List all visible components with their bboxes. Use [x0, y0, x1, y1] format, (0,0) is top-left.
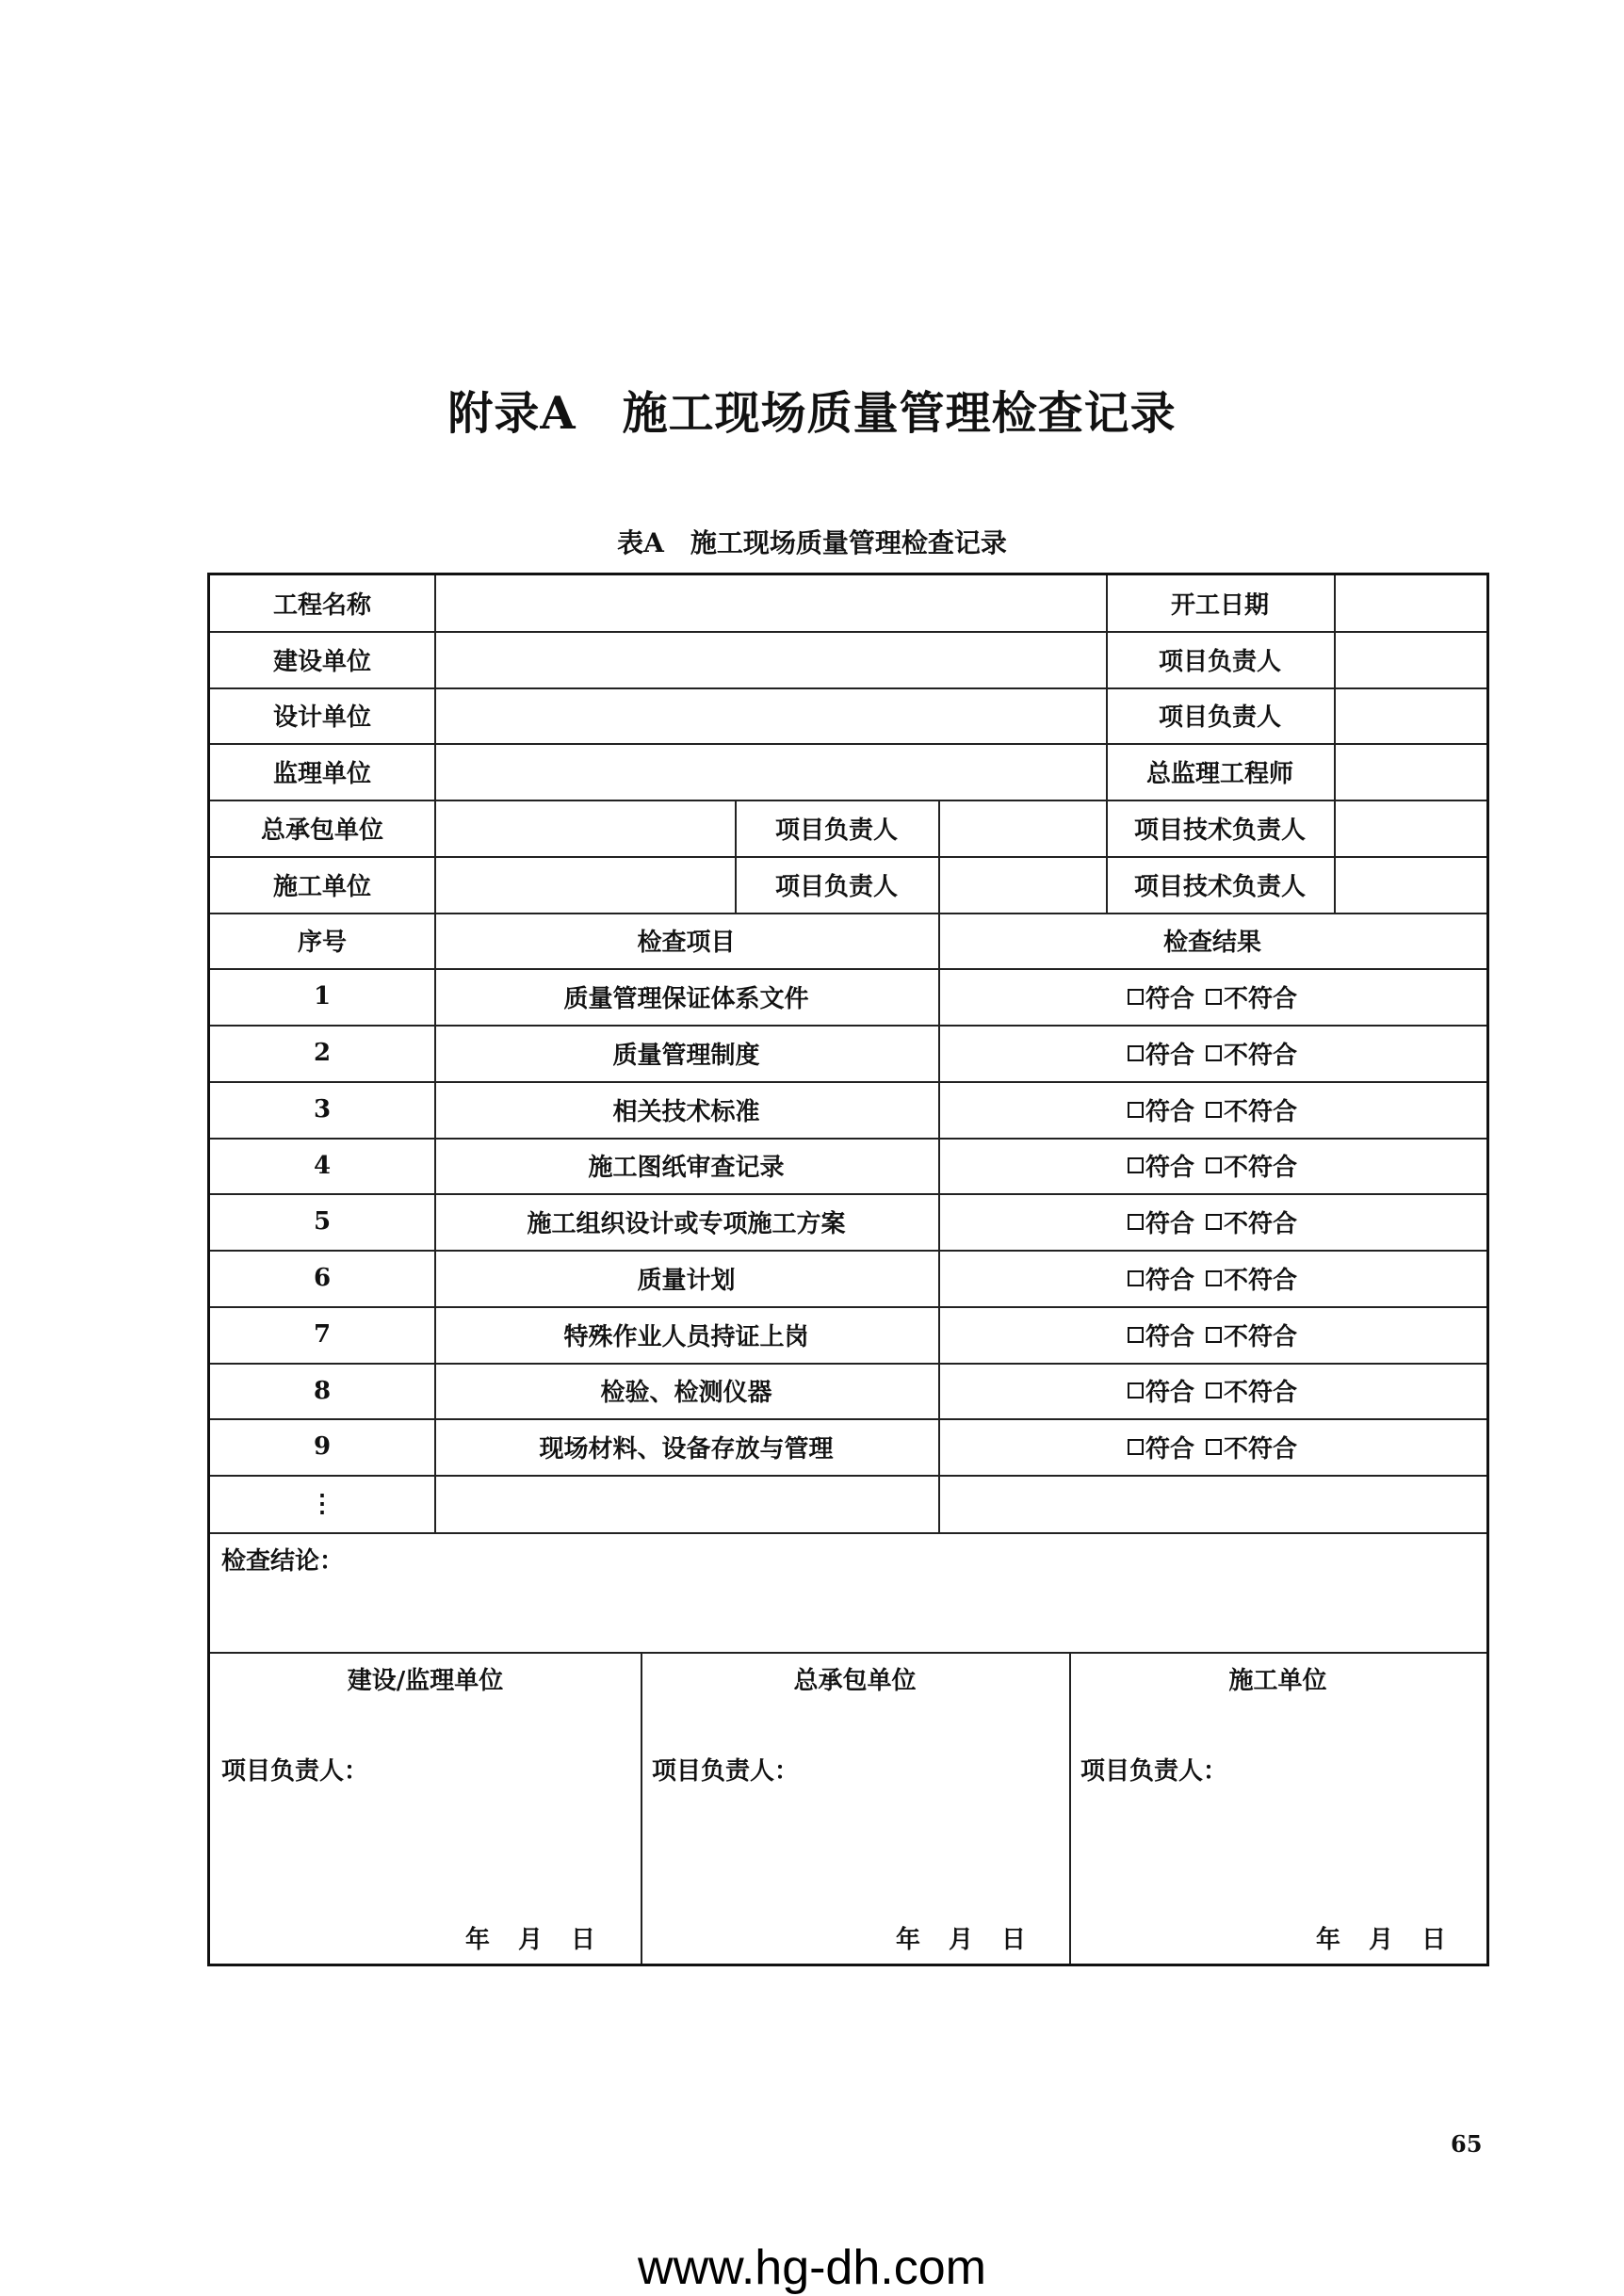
row-result: [938, 1138, 1486, 1193]
watermark: www.hg-dh.com: [638, 2240, 986, 2295]
row-result: [938, 968, 1486, 1025]
checkbox-icon: [1128, 1270, 1144, 1286]
gc-manager-label: 项目负责人: [774, 816, 898, 845]
row-result: [938, 1193, 1486, 1250]
checkbox-icon: [1206, 1327, 1222, 1343]
checkbox-icon: [1206, 1439, 1222, 1455]
chief-supervisor-label: 总监理工程师: [1145, 759, 1293, 788]
row-no: 4: [313, 1151, 332, 1180]
row-item: 特殊作业人员持证上岗: [563, 1322, 809, 1351]
contractor-tech-manager-label: 项目技术负责人: [1133, 872, 1306, 901]
gc-manager-field[interactable]: [938, 800, 1106, 856]
fail-checkbox[interactable]: 不符合: [1206, 1148, 1297, 1183]
fail-checkbox[interactable]: 不符合: [1206, 979, 1297, 1014]
construction-unit-label: 建设单位: [272, 647, 371, 676]
checkbox-icon: [1206, 1270, 1222, 1286]
fail-checkbox[interactable]: 不符合: [1206, 1373, 1297, 1408]
checkbox-icon: [1128, 1102, 1144, 1118]
checkbox-icon: [1128, 1439, 1144, 1455]
page-title: 附录A 施工现场质量管理检查记录: [447, 387, 1177, 440]
continuation-mark: ⋮: [310, 1489, 334, 1518]
fail-checkbox[interactable]: 不符合: [1206, 1092, 1297, 1127]
col-header-no: 序号: [297, 929, 347, 957]
fail-checkbox[interactable]: 不符合: [1206, 1261, 1297, 1296]
row-no: 2: [313, 1039, 332, 1067]
checkbox-icon: [1206, 1214, 1222, 1230]
checkbox-icon: [1128, 1157, 1144, 1173]
row-item: 相关技术标准: [612, 1097, 760, 1126]
supervision-unit-label: 监理单位: [272, 759, 371, 788]
fail-checkbox[interactable]: 不符合: [1206, 1430, 1297, 1464]
contractor-manager-field[interactable]: [938, 856, 1106, 913]
checkbox-icon: [1206, 1045, 1222, 1061]
pass-checkbox[interactable]: 符合: [1128, 1430, 1194, 1464]
fail-checkbox[interactable]: 不符合: [1206, 1318, 1297, 1352]
pass-checkbox[interactable]: 符合: [1128, 1261, 1194, 1296]
start-date-field[interactable]: [1334, 575, 1486, 631]
fail-checkbox[interactable]: 不符合: [1206, 1205, 1297, 1239]
general-contractor-field[interactable]: [434, 800, 735, 856]
sig-col1-signer: 项目负责人：: [221, 1756, 369, 1786]
checkbox-icon: [1206, 1382, 1222, 1399]
design-unit-field[interactable]: [434, 687, 1106, 743]
row-result: [938, 1363, 1486, 1418]
inspection-form: [207, 573, 1489, 1966]
start-date-label: 开工日期: [1170, 591, 1269, 620]
row-no: 1: [313, 982, 332, 1011]
pass-checkbox[interactable]: 符合: [1128, 1036, 1194, 1071]
sig-col3-date: 年 月 日: [1315, 1925, 1447, 1954]
col-header-item: 检查项目: [637, 929, 736, 957]
gc-tech-manager-label: 项目技术负责人: [1133, 816, 1306, 845]
checkbox-icon: [1128, 1327, 1144, 1343]
row-item: 质量管理制度: [612, 1041, 760, 1070]
row-no: 9: [313, 1432, 332, 1461]
sig-col1-date: 年 月 日: [464, 1925, 596, 1954]
row-item: 质量计划: [637, 1266, 736, 1295]
contractor-unit-field[interactable]: [434, 856, 735, 913]
row-no: 5: [313, 1207, 332, 1236]
row-item: 现场材料、设备存放与管理: [539, 1434, 834, 1463]
sig-col2-date: 年 月 日: [895, 1925, 1027, 1954]
row-result: [938, 1306, 1486, 1363]
sig-col1-title: 建设/监理单位: [347, 1666, 504, 1695]
checkbox-icon: [1206, 989, 1222, 1005]
fail-checkbox[interactable]: 不符合: [1206, 1036, 1297, 1071]
checkbox-icon: [1128, 1045, 1144, 1061]
design-unit-label: 设计单位: [272, 703, 371, 732]
project-name-label: 工程名称: [272, 591, 371, 620]
construction-unit-field[interactable]: [434, 631, 1106, 687]
design-manager-label: 项目负责人: [1158, 703, 1281, 732]
sig-col3-signer: 项目负责人：: [1080, 1756, 1228, 1786]
contractor-manager-label: 项目负责人: [774, 872, 898, 901]
checkbox-icon: [1128, 989, 1144, 1005]
row-item: 施工图纸审查记录: [588, 1154, 785, 1182]
checkbox-icon: [1206, 1157, 1222, 1173]
construction-manager-label: 项目负责人: [1158, 647, 1281, 676]
contractor-unit-label: 施工单位: [272, 872, 371, 901]
pass-checkbox[interactable]: 符合: [1128, 1148, 1194, 1183]
row-result: [938, 1081, 1486, 1138]
checkbox-icon: [1128, 1214, 1144, 1230]
construction-manager-field[interactable]: [1334, 631, 1486, 687]
checkbox-icon: [1128, 1382, 1144, 1399]
row-no: 3: [313, 1095, 332, 1124]
sig-col2-title: 总承包单位: [793, 1666, 917, 1695]
row-result: [938, 1250, 1486, 1306]
chief-supervisor-field[interactable]: [1334, 743, 1486, 800]
pass-checkbox[interactable]: 符合: [1128, 1205, 1194, 1239]
sig-col2-signer: 项目负责人：: [652, 1756, 800, 1786]
conclusion-label: 检查结论：: [221, 1546, 345, 1576]
page-number: 65: [1451, 2130, 1483, 2158]
pass-checkbox[interactable]: 符合: [1128, 1092, 1194, 1127]
checkbox-icon: [1206, 1102, 1222, 1118]
extra-result-field[interactable]: [938, 1475, 1486, 1532]
row-no: 7: [313, 1320, 332, 1349]
row-no: 6: [313, 1264, 332, 1292]
col-header-result: 检查结果: [1162, 929, 1261, 957]
row-item: 检验、检测仪器: [600, 1379, 772, 1407]
general-contractor-label: 总承包单位: [260, 816, 383, 845]
pass-checkbox[interactable]: 符合: [1128, 1373, 1194, 1408]
row-result: [938, 1418, 1486, 1475]
conclusion-field[interactable]: [210, 1585, 1486, 1651]
contractor-tech-manager-field[interactable]: [1334, 856, 1486, 913]
row-result: [938, 1025, 1486, 1081]
pass-checkbox[interactable]: 符合: [1128, 1318, 1194, 1352]
gc-tech-manager-field[interactable]: [1334, 800, 1486, 856]
table-caption: 表A 施工现场质量管理检查记录: [617, 527, 1007, 558]
design-manager-field[interactable]: [1334, 687, 1486, 743]
sig-col3-title: 施工单位: [1228, 1666, 1327, 1695]
row-item: 施工组织设计或专项施工方案: [527, 1209, 846, 1238]
row-item: 质量管理保证体系文件: [563, 984, 809, 1013]
extra-item-field[interactable]: [434, 1475, 938, 1532]
pass-checkbox[interactable]: 符合: [1128, 979, 1194, 1014]
supervision-unit-field[interactable]: [434, 743, 1106, 800]
row-no: 8: [313, 1376, 332, 1405]
project-name-field[interactable]: [434, 575, 1106, 631]
